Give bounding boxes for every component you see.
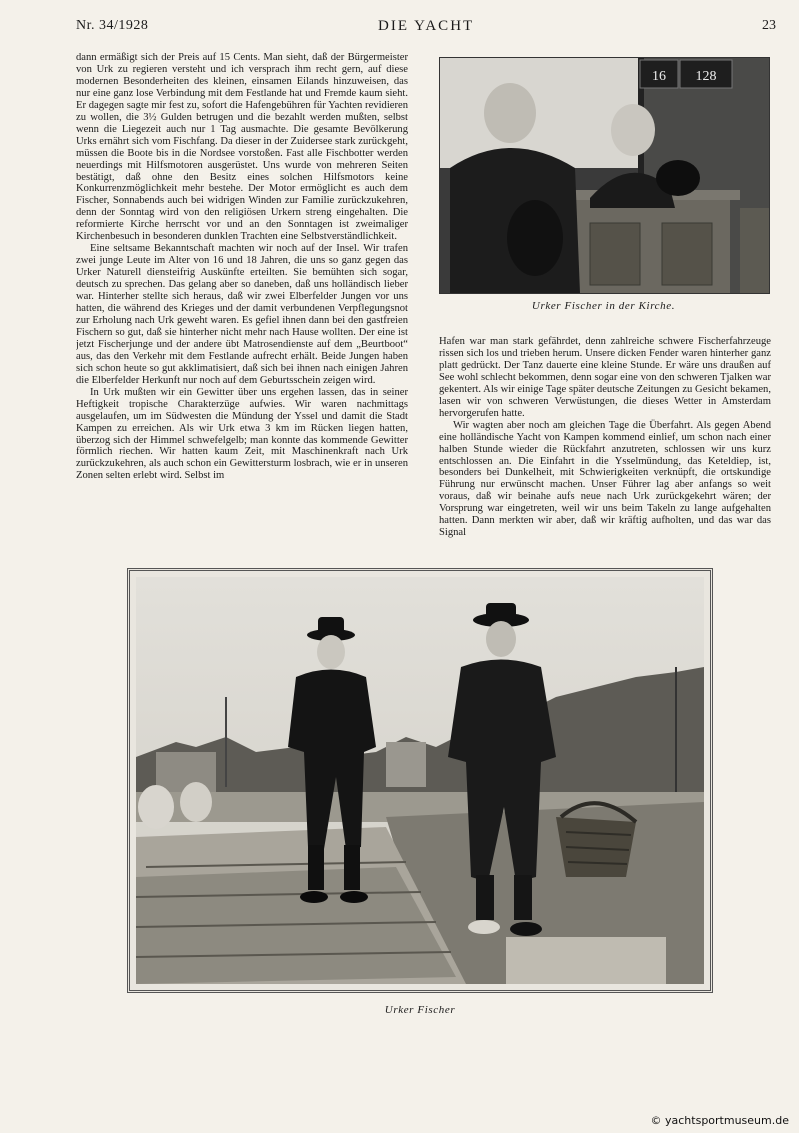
page-header xyxy=(76,18,776,38)
church-photo-caption: Urker Fischer in der Kirche. xyxy=(531,300,676,312)
paragraph: Wir wagten aber noch am gleichen Tage die Überfahrt. Als gegen Abend eine holländische Yacht von Kampen kommend einlief, um schon nach einer halben Stunde wieder die Rückfahrt anzutreten, schlossen wir uns kurz entschlossen an. Die Einfahrt in die Ysselmündung, das Keteldiep, ist, besonders bei Dunkelheit, mit Schwierigkeiten verknüpft, die ortskundige Führung nur erwünscht machen. Unser Führer lag aber anfangs so weit voraus, daß wir beinahe aufs neue nach Urk zurückgekehrt wären; der Vorsprung war eingetreten, weil wir uns beim Takeln zu lange aufgehalten hatten. Dann merkten wir aber, daß wir kräftig aufholten, und das war das Signal xyxy=(439,419,771,539)
paragraph: In Urk mußten wir ein Gewitter über uns ergehen lassen, das in seiner Heftigkeit tropische Charakterzüge aufwies. Wir waren nachmittags ausgelaufen, um im Südwesten die Mündung der Yssel und damit die Stadt Kampen zu erreichen. Als wir Urk etwa 3 km im Rücken liegen hatten, überzog sich der Himmel schwefelgelb; man konnte das kommende Gewitter förmlich riechen. Wir hatten kaum Zeit, mit Maschinenkraft nach Urk zurückzukehren, als auch schon ein Gewittersturm losbrach, wie er in unseren Zonen selten erlebt wird. Selbst im xyxy=(76,386,408,482)
church-photo-image xyxy=(440,58,769,293)
hymn-board-number: 16 xyxy=(652,69,666,84)
left-text-column xyxy=(76,52,408,557)
paragraph: dann ermäßigt sich der Preis auf 15 Cents. Man sieht, daß der Bürgermeister von Urk zu regieren versteht und ich versprach ihm recht gern, auf diese modernen Besonderheiten des kleinen, einsamen Eilands hinzuweisen, das nur eine ganz lose Verbindung mit dem Festlande hat und Fremde kaum sieht. Er dagegen sagte mir fest zu, sofort die Hafengebühren für Yachten revidieren zu wollen, die 3½ Gulden betrugen und die bezahlt werden mußten, selbst wenn die Liegezeit auch nur 1 Tag ausmachte. Die gesamte Bevölkerung Urks ernährt sich vom Fischfang. Da dieser in der Zuidersee stark zurückgeht, müssen die Boote bis in die Nordsee vorstoßen. Fast alle Fischbotter werden neuerdings mit Hilfsmotoren ausgerüstet. Uns wurde von mehreren Seiten bestätigt, daß ohne den Besitz eines solchen Hilfsmotors keine Konkurrenzmöglichkeit mehr bestehe. Der Motor ermöglicht es auch dem Fischer, Sonnabends auch bei widrigen Winden zur Familie zurückzukehren, denn der Sonntag wird von den religiösen Urkern streng eingehalten. Die reformierte Kirche herrscht vor und an den Sonntagen ist zweimaliger Kirchenbesuch in besonderen dunklen Trachten eine Selbstverständlichkeit. xyxy=(76,52,408,243)
copyright-watermark: © yachtsportmuseum.de xyxy=(650,1114,789,1127)
page-number: 23 xyxy=(762,18,776,33)
right-text-column xyxy=(439,336,771,560)
fishermen-photo-image xyxy=(136,577,704,984)
paragraph: Hafen war man stark gefährdet, denn zahlreiche schwere Fischerfahrzeuge rissen sich los und trieben herum. Unsere dicken Fender waren hinterher ganz platt gedrückt. Der Tanz dauerte eine kleine Stunde. Er wäre uns draußen auf See wohl schlecht bekommen, denn sogar eine von den schweren Tjalken war gekentert. Als wir einige Tage später deutsche Zeitungen zu Gesicht bekamen, lasen wir von schweren Verwüstungen, die dieses Wetter in Amsterdam hervorgerufen hatte. xyxy=(439,336,771,419)
hymn-board-number: 128 xyxy=(695,69,717,84)
fishermen-photo-frame xyxy=(127,568,713,993)
paragraph: Eine seltsame Bekanntschaft machten wir noch auf der Insel. Wir trafen zwei junge Leute im Alter von 16 und 18 Jahren, die uns so ganz gegen das Urker Naturell diensteifrig Auskünfte erteilten. Sie bemühten sich sogar, deutsch zu sprechen. Das gelang aber so daneben, daß uns holländisch lieber war. Hinterher stellte sich heraus, daß wir zwei Elberfelder Jungen vor uns hatten, die während des Krieges und der damit verbundenen Verpflegungsnot zur Erholung nach Urk geweht waren. Es gefiel ihnen dann bei den gastfreien Fischern so gut, daß sie hinterher nicht mehr nach Hause wollten. Der eine ist jetzt Fischerjunge und der andere übt Matrosendienste auf dem „Beurtboot“ aus, das den Verkehr mit dem Festlande aufrecht erhält. Beide Jungen haben sich schon heute so gut akklimatisiert, daß sich bei ihnen nach einigen Jahren die Elberfelder Herkunft nur noch auf dem Geburtsschein zeigen wird. xyxy=(76,243,408,386)
fishermen-photo-caption: Urker Fischer xyxy=(384,1004,456,1016)
issue-number: Nr. 34/1928 xyxy=(76,18,149,33)
magazine-title: DIE YACHT xyxy=(378,18,475,34)
church-photo xyxy=(439,57,770,294)
fishermen-photo xyxy=(136,577,704,984)
